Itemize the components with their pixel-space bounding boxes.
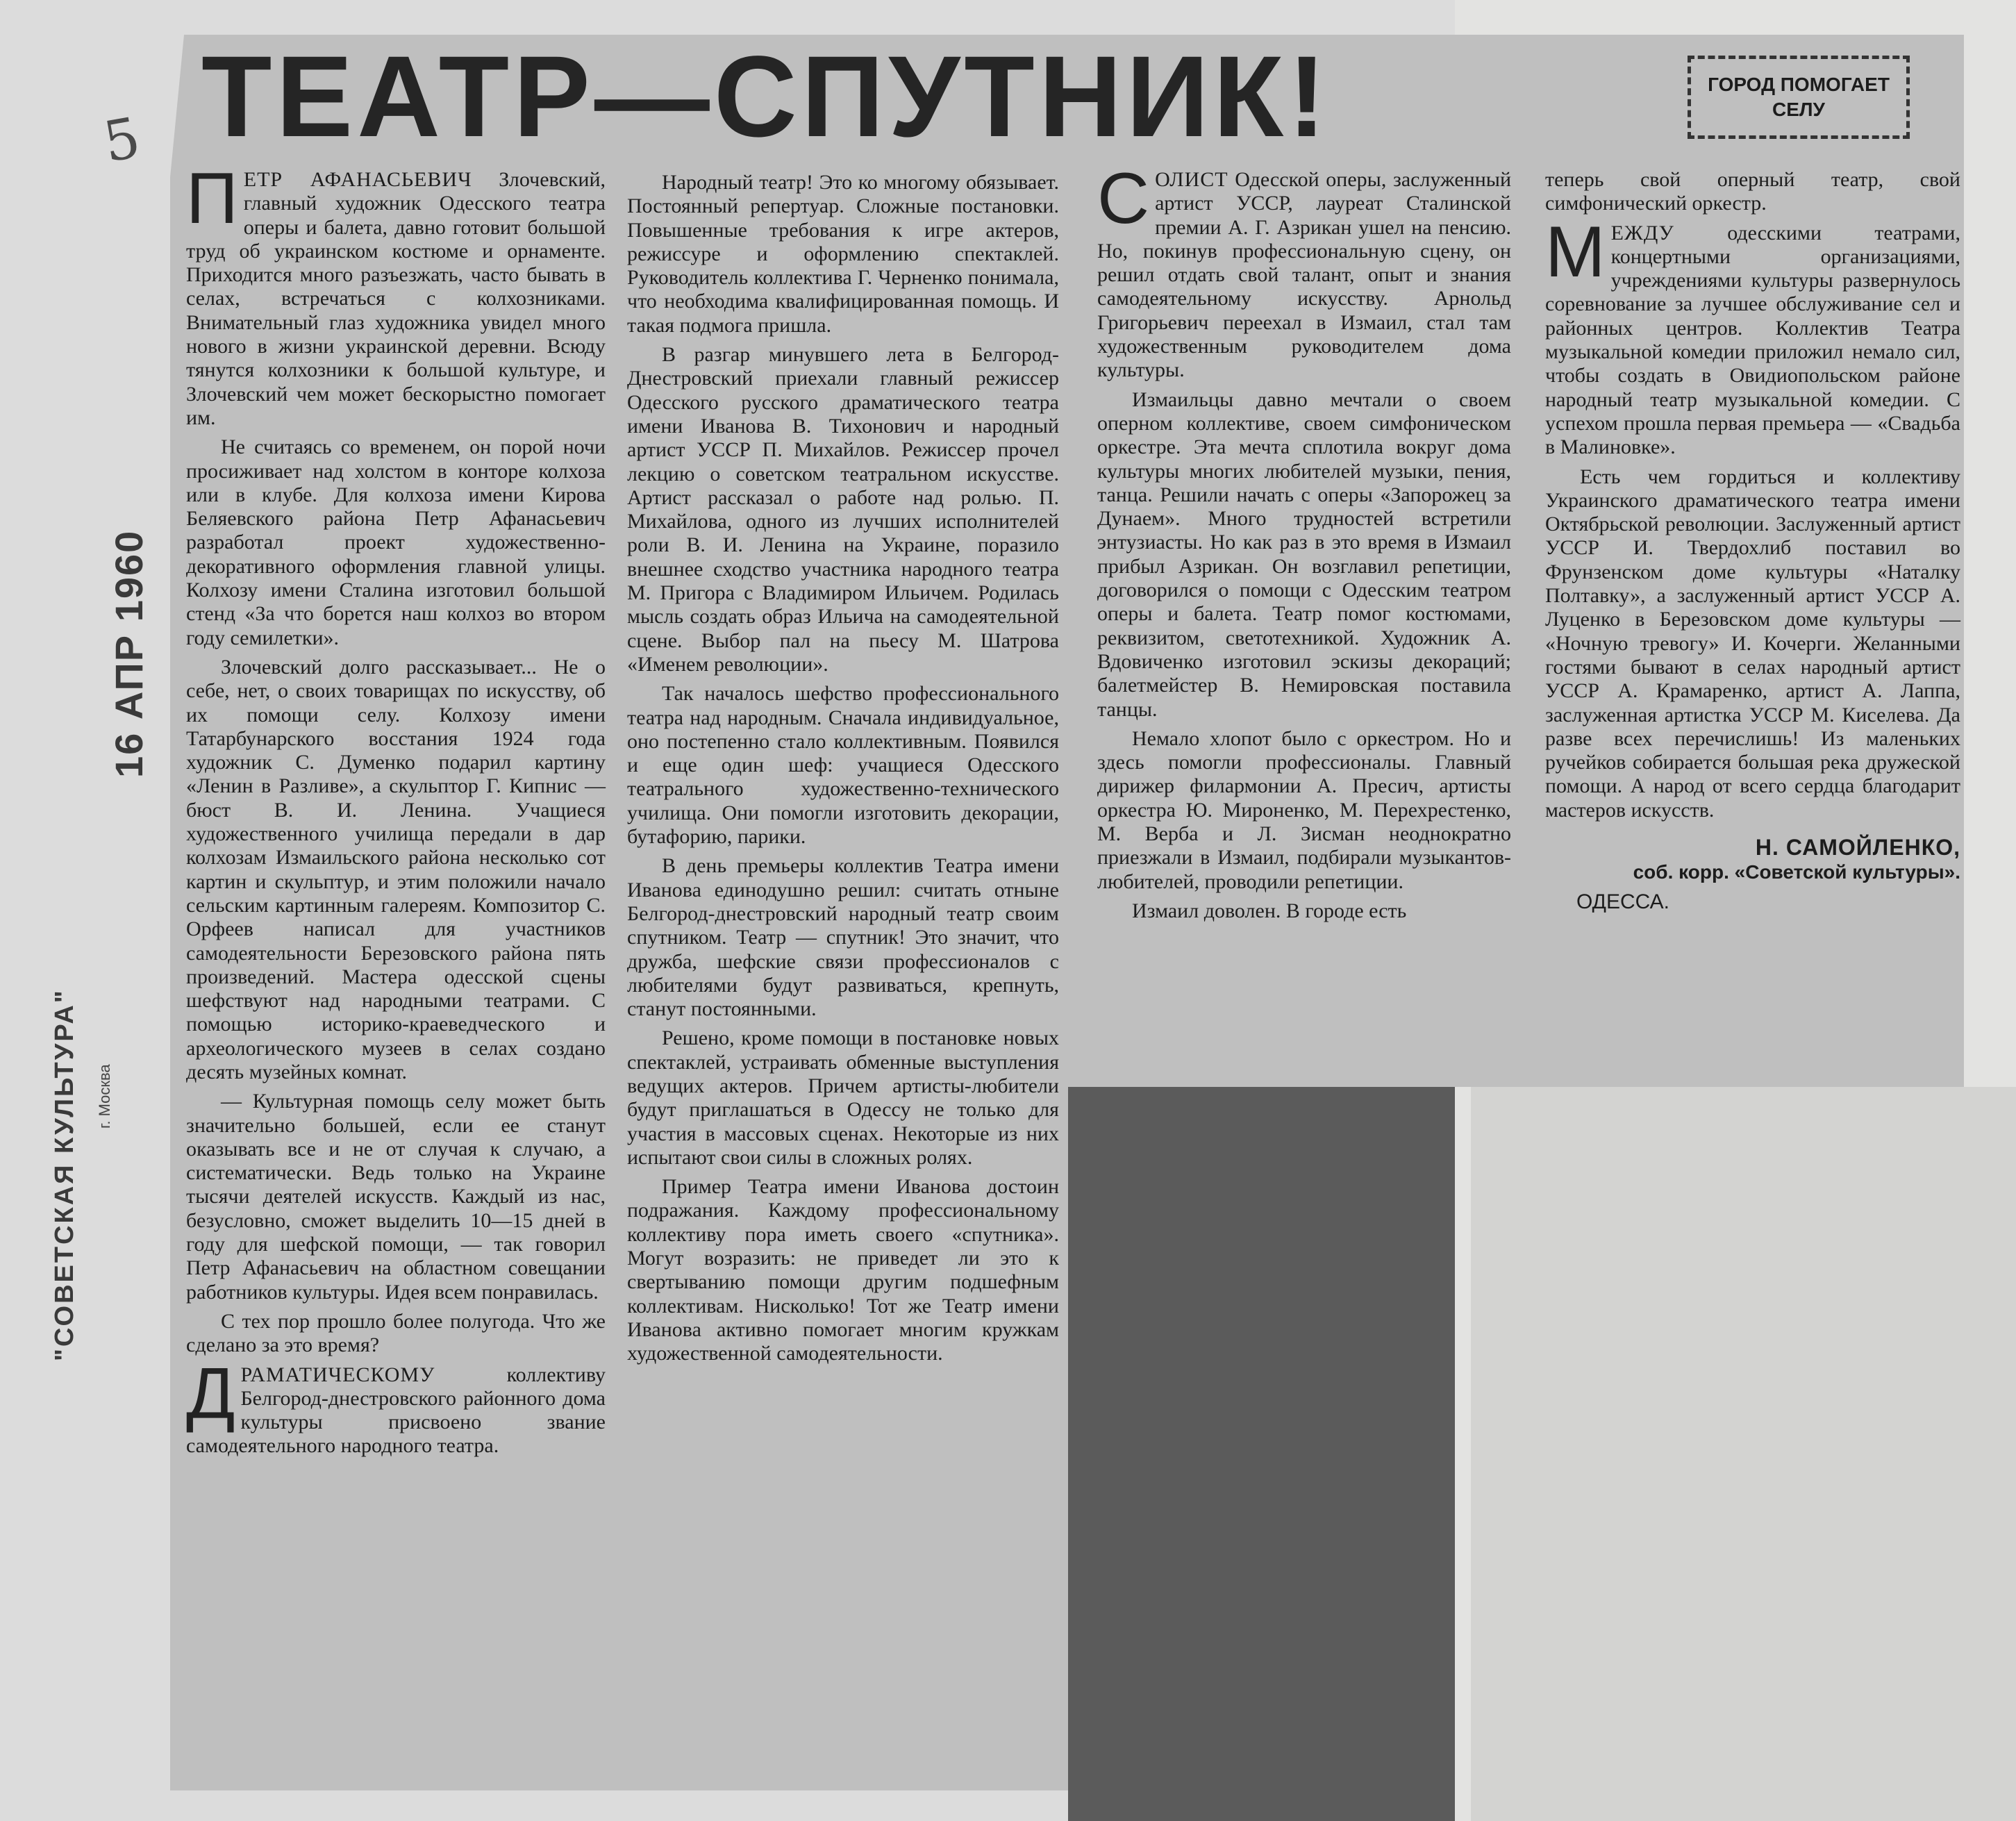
lead-in: ЕТР АФАНАСЬЕВИЧ	[243, 168, 472, 191]
paragraph	[1545, 211, 1960, 460]
paragraph-text: одесскими театрами, концертными организациями, учреждениями культуры развернулось соревнование за лучшее обслуживание сел и районных центров. Коллектив Театра музыкальной комедии приложил немало сил, чтобы создать в Овидиопольском районе народный театр музыкальной комедии. С успехом прошла первая премьера — «Свадьба в Малиновке».	[1545, 221, 1960, 459]
paragraph: Народный театр! Это ко многому обязывает. Постоянный репертуар. Сложные постановки. Повышенные требования к игре актеров, режиссуре и оформлению спектаклей. Руководитель коллектива Г. Черненко понимала, что необходима квалифицированная помощь. И такая подмога пришла.	[627, 171, 1059, 337]
paragraph: Измаильцы давно мечтали о своем оперном коллективе, своем симфоническом оркестре. Эта мечта сплотила вокруг дома культуры многих любителей музыки, пения, танца. Решили начать с оперы «Запорожец за Дунаем». Много трудностей встретили энтузиасты. Но как раз в это время в Измаил прибыл Азрикан. Он возглавил репетиции, договорился о помощи с Одесским театром оперы и балета. Театр помог костюмами, реквизитом, светотехникой. Художник А. Вдовиченко изготовил эскизы декораций; балетмейстер В. Немировская поставила танцы.	[1097, 388, 1511, 721]
article-column-2	[627, 171, 1059, 1782]
source-stamp: "СОВЕТСКАЯ КУЛЬТУРА"	[50, 988, 79, 1361]
rubric-box	[1688, 56, 1910, 139]
paragraph: Не считаясь со временем, он порой ночи просиживает над холстом в конторе колхоза или в клубе. Для колхоза имени Кирова Беляевского района Петр Афанасьевич разработал проект художественно-декоративного оформления главной улицы. Колхозу имени Сталина изготовил большой стенд «За что борется наш колхоз во втором году семилетки».	[186, 435, 606, 649]
lead-in: ЕЖДУ	[1610, 221, 1674, 244]
paragraph: С тех пор прошло более полугода. Что же сделано за это время?	[186, 1309, 606, 1357]
paragraph: теперь свой оперный театр, свой симфонический оркестр.	[1545, 168, 1960, 215]
paragraph: Решено, кроме помощи в постановке новых спектаклей, устраивать обменные выступления ведущих актеров. Причем артисты-любители будут приглашаться в Одессу не только для участия в массовых сценах. Некоторые из них испытают свои силы в сложных ролях.	[627, 1026, 1059, 1169]
drop-cap: П	[186, 158, 238, 239]
background-dark-surface	[1068, 1087, 1471, 1821]
paragraph: Есть чем гордиться и коллективу Украинского драматического театра имени Октябрьской революции. Заслуженный артист УССР И. Твердохлиб поставил во Фрунзенском доме культуры «Наталку Полтавку», а заслуженный артист УССР А. Луценко в Березовском доме культуры — «Ночную тревогу» И. Кочерги. Желанными гостями бывают в селах народный артист УССР А. Крамаренко, артист А. Лаппа, заслуженная артистка УССР М. Киселева. Да разве всех перечислишь! Из маленьких ручейков собирается большая река дружеской помощи. А народ от всего сердца благодарит мастеров искусств.	[1545, 465, 1960, 822]
date-stamp: 16 АПР 1960	[107, 529, 151, 778]
author-position: соб. корр. «Советской культуры».	[1633, 861, 1960, 883]
drop-cap: С	[1097, 158, 1150, 239]
author-name: Н. САМОЙЛЕНКО,	[1755, 835, 1960, 860]
paragraph: Немало хлопот было с оркестром. Но и здесь помогли профессионалы. Главный дирижер филармонии А. Пресич, артисты оркестра Ю. Мироненко, М. Перехрестенко, М. Верба и Л. Зисман неоднократно приезжали в Измаил, подбирали музыкантов-любителей, проводили репетиции.	[1097, 726, 1511, 893]
drop-cap: М	[1545, 211, 1606, 292]
paragraph: Измаил доволен. В городе есть	[1132, 899, 1407, 922]
article-column-3	[1097, 158, 1511, 1082]
paragraph	[186, 158, 606, 430]
paragraph	[1097, 158, 1511, 383]
paragraph	[186, 1353, 606, 1458]
article-column-1	[186, 158, 606, 1765]
paragraph: В день премьеры коллектив Театра имени Иванова единодушно решил: считать отныне Белгород-днестровский народный театр своим спутником. Театр — спутник! Это значит, что дружба, шефские связи профессионалов с любителями будут развиваться, крепнуть, станут постоянными.	[627, 854, 1059, 1021]
drop-cap: Д	[186, 1353, 235, 1434]
paragraph-text: коллективу Белгород-днестровского районного дома культуры присвоено звание самодеятельного народного театра.	[186, 1363, 606, 1458]
paragraph-text: Одесской оперы, заслуженный артист УССР, лауреат Сталинской премии А. Г. Азрикан ушел на пенсию. Но, покинув профессиональную сцену, он решил отдать свой талант, опыт и знания самодеятельному искусству. Арнольд Григорьевич переехал в Измаил, стал там художественным руководителем дома культуры.	[1097, 168, 1511, 382]
paragraph: В разгар минувшего лета в Белгород-Днестровский приехали главный режиссер Одесского русского драматического театра имени Иванова В. Тихонович и народный артист УССР П. Михайлов. Режиссер прочел лекцию о советском театральном искусстве. Артист рассказал о работе над ролью. П. Михайлова, одного из лучших исполнителей роли В. И. Ленина на Украине, поразило внешнее сходство участника народного театра М. Пригора с Владимиром Ильичем. Родилась мысль создать образ Ильича на самодеятельной сцене. Выбор пал на пьесу М. Шатрова «Именем революции».	[627, 343, 1059, 676]
byline	[1545, 835, 1960, 885]
lead-in: РАМАТИЧЕСКОМУ	[240, 1363, 435, 1386]
rubric-label: ГОРОД ПОМОГАЕТ СЕЛУ	[1708, 74, 1890, 120]
paragraph: Пример Театра имени Иванова достоин подражания. Каждому профессиональному коллективу пора иметь своего «спутника». Могут возразить: не приведет ли это к свертыванию помощи другим подшефным коллективам. Нисколько! Тот же Театр имени Иванова активно помогает многим кружкам художественной самодеятельности.	[627, 1175, 1059, 1365]
source-city-stamp: г. Москва	[96, 1064, 113, 1129]
article-title: ТЕАТР—СПУТНИК!	[201, 33, 1331, 161]
paragraph: — Культурная помощь селу может быть значительно большей, если ее станут оказывать все и не от случая к случаю, а систематически. Ведь только на Украине тысячи деятелей искусств. Каждый из нас, безусловно, сможет выделить 10—15 дней в году для шефской помощи, — так говорил Петр Афанасьевич на областном совещании работников культуры. Идея всем понравилась.	[186, 1090, 606, 1304]
background-cloth-lower	[1471, 1087, 2016, 1821]
paragraph: Так началось шефство профессионального театра над народным. Сначала индивидуальное, оно постепенно стало коллективным. Появился и еще один шеф: учащиеся Одесского театрального художественно-технического училища. Они помогли изготовить декорации, бутафорию, парики.	[627, 682, 1059, 849]
paragraph-text: Злочевский, главный художник Одесского театра оперы и балета, давно готовит большой труд об украинском костюме и орнаменте. Приходится много разъезжать, часто бывать в селах, встречаться с колхозниками. Внимательный глаз художника увидел много нового в жизни украинской деревни. Всюду тянутся колхозники к большой культуре, и Злочевский чем может бескорыстно помогает им.	[186, 168, 606, 429]
handwritten-page-number: 5	[99, 105, 145, 175]
paragraph: Злочевский долго рассказывает... Не о себе, нет, о своих товарищах по искусству, об их помощи селу. Колхозу имени Татарбунарского восстания 1924 года художник С. Думенко подарил картину «Ленин в Разливе», а скульптор Г. Кипнис — бюст В. И. Ленина. Учащиеся художественного училища передали в дар колхозам Измаильского района несколько сот картин и скульптур, и этим положили начало сельским картинным галереям. Композитор С. Орфеев написал для участников самодеятельности Березовского района пять произведений. Мастера одесской сцены шефствуют над народными театрами. С помощью историко-краеведческого и археологического музеев в селах создано десять музейных комнат.	[186, 655, 606, 1083]
article-column-4	[1545, 168, 1960, 1082]
lead-in: ОЛИСТ	[1155, 168, 1228, 191]
dateline-city: ОДЕССА.	[1576, 890, 1670, 914]
